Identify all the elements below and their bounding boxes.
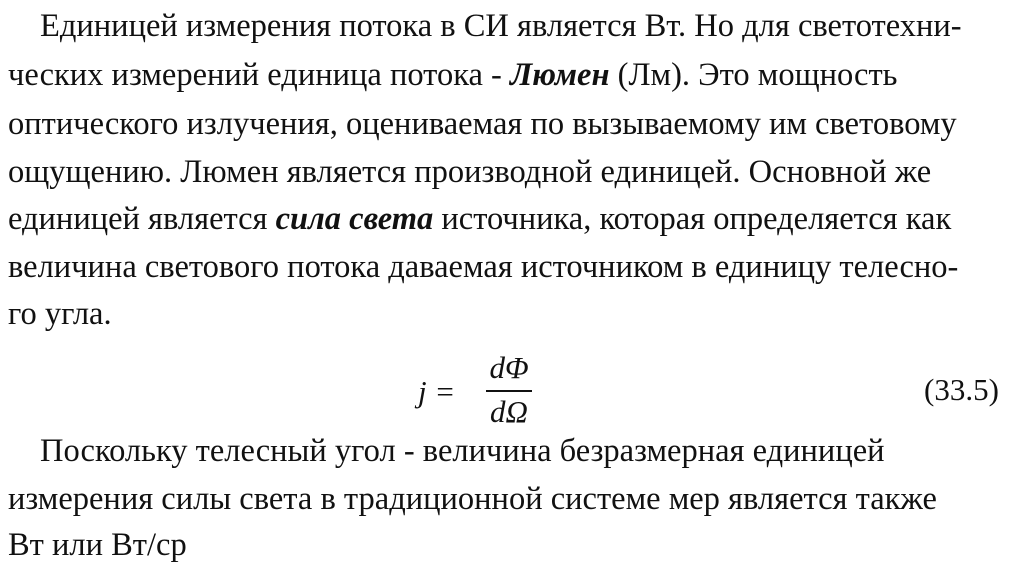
line-2-text-end: (Лм). Это мощность [609,57,898,93]
formula-denominator: dΩ [490,394,528,429]
fraction-bar [486,390,532,392]
line-5-text-end: источника, которая определяется как [433,201,952,237]
paragraph-1-line-2 [8,55,898,95]
paragraph-2-line-1: Поскольку телесный угол - величина безразмерная единицей [40,433,885,469]
paragraph-2-line-3: Вт или Вт/ср [8,527,187,563]
line-5-text-start: единицей является [8,201,276,237]
formula-numerator: dΦ [489,350,529,385]
formula-fraction [486,352,532,428]
paragraph-1-line-4: ощущению. Люмен является производной единицей. Основной же [8,154,932,190]
term-lumen: Люмен [510,57,610,93]
formula-lhs: j = [418,374,456,409]
line-2-text-start: ческих измерений единица потока - [8,57,510,93]
paragraph-1-line-6: величина светового потока даваемая источником в единицу телесно- [8,249,959,285]
paragraph-1-line-7: го угла. [8,296,112,332]
paragraph-2-line-2: измерения силы света в традиционной системе мер является также [8,481,937,517]
paragraph-1-line-1: Единицей измерения потока в СИ является Вт. Но для светотехни- [40,8,962,44]
equation-number: (33.5) [924,372,999,407]
term-luminous-intensity: сила света [275,201,434,237]
paragraph-1-line-3: оптического излучения, оцениваемая по вызываемому им световому [8,106,957,142]
paragraph-1-line-5 [8,199,951,239]
